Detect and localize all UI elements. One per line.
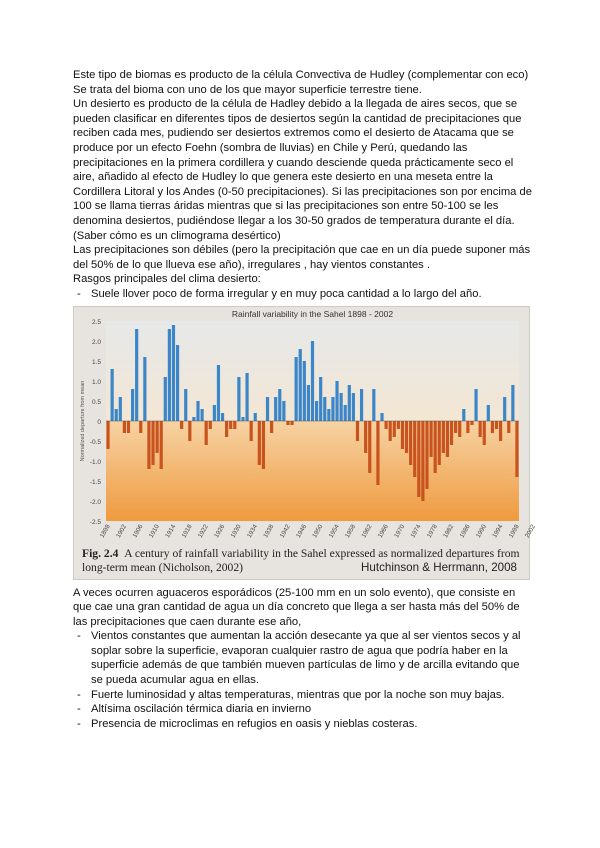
bar-1944: [295, 357, 298, 421]
y-axis-label: Normalized departure from mean: [80, 380, 86, 461]
bar-1986: [466, 421, 469, 433]
bar-1935: [258, 421, 261, 465]
figure-number: Fig. 2.4: [82, 546, 119, 560]
bar-1912: [164, 377, 167, 421]
x-tick-label: 1982: [442, 523, 456, 539]
bar-1997: [511, 385, 514, 421]
bar-1899: [111, 369, 114, 421]
list-item: - Suele llover poco de forma irregular y en muy poca cantidad a lo largo del año.: [73, 287, 533, 302]
bar-1939: [274, 397, 277, 421]
x-tick-label: 1902: [115, 523, 129, 539]
bar-1962: [368, 421, 371, 473]
bar-1955: [340, 393, 343, 421]
y-tick-label: 0.5: [91, 398, 101, 406]
feature-list-top: [73, 287, 533, 302]
bar-1901: [119, 397, 122, 421]
bar-1969: [397, 421, 400, 429]
figure-credit: Hutchinson & Herrmann, 2008: [361, 560, 517, 574]
after-paragraph: A veces ocurren aguaceros esporádicos (25-100 mm en un solo evento), que consiste en que cae una gran cantidad de agua un día concreto que llega a ser hasta más del 50% de las precipitaciones que caen durante ese año,: [73, 586, 520, 628]
y-tick-label: 1.5: [91, 358, 101, 366]
x-tick-label: 2002: [523, 523, 538, 539]
bar-1982: [450, 421, 453, 445]
y-tick-label: -1.5: [89, 478, 101, 486]
bar-1938: [270, 421, 273, 433]
x-tick-label: 1898: [98, 523, 112, 539]
x-tick-label: 1986: [458, 523, 472, 539]
feature-list-bottom: [73, 629, 533, 731]
bar-1960: [360, 389, 363, 421]
bar-1907: [143, 357, 146, 421]
bar-1954: [335, 381, 338, 421]
bar-1903: [127, 421, 130, 433]
bar-1927: [225, 421, 228, 437]
y-tick-label: -0.5: [89, 438, 101, 446]
bar-1906: [139, 421, 142, 433]
bar-1941: [282, 401, 285, 421]
bar-1961: [364, 421, 367, 453]
x-tick-label: 1970: [393, 523, 407, 539]
x-tick-label: 1914: [164, 523, 178, 539]
bar-1953: [331, 397, 334, 421]
bar-1965: [380, 413, 383, 421]
rainfall-figure: [73, 306, 538, 580]
bar-1925: [217, 365, 220, 421]
x-tick-label: 1926: [213, 523, 227, 539]
bar-1980: [442, 421, 445, 453]
x-tick-label: 1910: [147, 523, 161, 539]
bar-1975: [421, 421, 424, 501]
x-tick-label: 1918: [180, 523, 194, 539]
bar-1996: [507, 421, 510, 433]
bar-1945: [299, 349, 302, 421]
bar-1898: [106, 421, 109, 449]
y-tick-label: -1.0: [89, 458, 101, 466]
bar-1934: [254, 413, 257, 421]
bar-1921: [200, 409, 203, 421]
bar-1930: [237, 377, 240, 421]
bar-1936: [262, 421, 265, 469]
y-tick-label: -2.5: [89, 518, 101, 526]
bar-1990: [483, 421, 486, 445]
bar-1915: [176, 345, 179, 421]
bar-1950: [319, 377, 322, 421]
bar-1913: [168, 329, 171, 421]
bar-1932: [245, 373, 248, 421]
list-item: - Fuerte luminosidad y altas temperaturas, mientras que por la noche son muy bajas.: [73, 688, 533, 703]
bar-1995: [503, 397, 506, 421]
bar-1933: [250, 421, 253, 441]
list-item: - Presencia de microclimas en refugios en oasis y nieblas costeras.: [73, 717, 533, 732]
list-item: - Altísima oscilación térmica diaria en invierno: [73, 702, 533, 717]
bar-1977: [429, 421, 432, 457]
x-tick-label: 1950: [311, 523, 325, 539]
y-tick-label: 0: [97, 418, 101, 426]
plot-background-negative: [106, 421, 519, 521]
x-tick-label: 1994: [491, 523, 505, 539]
bar-1900: [115, 409, 118, 421]
x-tick-label: 1958: [344, 523, 358, 539]
bar-1984: [458, 421, 461, 437]
bar-1943: [290, 421, 293, 425]
bar-1909: [151, 421, 154, 465]
intro-line-2: Se trata del bioma con uno de los que mayor superficie terrestre tiene.: [73, 83, 422, 96]
bar-1926: [221, 413, 224, 421]
bar-1948: [311, 341, 314, 421]
bar-1966: [385, 421, 388, 429]
bar-1902: [123, 421, 126, 433]
x-tick-label: 1954: [327, 523, 341, 539]
bar-1981: [446, 421, 449, 457]
bar-1922: [205, 421, 208, 445]
document-page: [73, 68, 538, 731]
bar-1910: [156, 421, 159, 453]
x-tick-label: 1906: [131, 523, 145, 539]
bar-1958: [352, 393, 355, 421]
bar-1979: [438, 421, 441, 465]
bar-1923: [209, 421, 212, 429]
x-tick-label: 1966: [376, 523, 390, 539]
bar-1914: [172, 325, 175, 421]
bar-1931: [241, 417, 244, 421]
intro-paragraph-precip: Las precipitaciones son débiles (pero la precipitación que cae en un día puede suponer más del 50% de lo que llueva ese año), irregulares , hay vientos constantes .: [73, 244, 531, 271]
bar-1919: [192, 417, 195, 421]
x-tick-label: 1962: [360, 523, 374, 539]
bar-1924: [213, 405, 216, 421]
bar-1989: [479, 421, 482, 437]
bar-1920: [196, 401, 199, 421]
rainfall-chart: [74, 307, 538, 547]
bar-1994: [499, 421, 502, 441]
bar-1942: [286, 421, 289, 425]
bar-1940: [278, 389, 281, 421]
bar-1972: [409, 421, 412, 465]
y-tick-label: 2.0: [91, 338, 101, 346]
bar-1992: [491, 421, 494, 433]
y-tick-label: 2.5: [91, 318, 101, 326]
bar-1957: [348, 385, 351, 421]
bar-1964: [376, 421, 379, 485]
intro-line-1: Este tipo de biomas es producto de la célula Convectiva de Hudley (complementar con eco): [73, 69, 529, 81]
bar-1963: [372, 389, 375, 421]
bar-1904: [131, 389, 134, 421]
x-tick-label: 1934: [245, 523, 259, 539]
x-tick-label: 1938: [262, 523, 276, 539]
x-tick-label: 1990: [474, 523, 488, 539]
bar-1959: [356, 421, 359, 441]
figure-caption-text: A century of rainfall variability in the Sahel expressed as normalized departures from long-term mean (Nicholson, 2002): [82, 546, 520, 574]
list-item: - Vientos constantes que aumentan la acción desecante ya que al ser vientos secos y al soplar sobre la superficie, evaporan cualquier rastro de agua que podría haber en la superficie además de que también mueven partículas de limo y de arcilla evitando que se pueda acumular agua en ellas.: [73, 629, 533, 687]
y-tick-label: 1.0: [91, 378, 101, 386]
bar-1905: [135, 329, 138, 421]
bar-1987: [470, 421, 473, 425]
bar-1973: [413, 421, 416, 477]
bar-1911: [160, 421, 163, 469]
bar-1917: [184, 389, 187, 421]
bar-1993: [495, 421, 498, 429]
x-tick-label: 1942: [278, 523, 292, 539]
bar-1951: [323, 397, 326, 421]
bar-1967: [389, 421, 392, 441]
bar-1952: [327, 409, 330, 421]
x-tick-label: 1998: [507, 523, 521, 539]
bar-1991: [487, 405, 490, 421]
bar-1976: [425, 421, 428, 489]
bar-1968: [393, 421, 396, 437]
features-heading: Rasgos principales del clima desierto:: [73, 273, 261, 286]
x-tick-label: 1974: [409, 523, 423, 539]
bar-1983: [454, 421, 457, 433]
bar-1998: [515, 421, 518, 477]
x-tick-label: 1922: [196, 523, 210, 539]
bar-1988: [474, 389, 477, 421]
bar-1946: [303, 361, 306, 421]
bar-1970: [401, 421, 404, 449]
bar-1928: [229, 421, 232, 429]
x-tick-label: 1930: [229, 523, 243, 539]
bar-1929: [233, 421, 236, 429]
bar-1978: [434, 421, 437, 473]
bar-1908: [147, 421, 150, 469]
bar-1916: [180, 421, 183, 429]
x-tick-label: 1946: [294, 523, 309, 539]
bar-1949: [315, 401, 318, 421]
bar-1974: [417, 421, 420, 497]
bar-1971: [405, 421, 408, 453]
y-tick-label: -2.0: [89, 498, 101, 506]
bar-1918: [188, 421, 191, 441]
bar-1956: [344, 405, 347, 421]
x-tick-label: 1978: [425, 523, 439, 539]
bar-1947: [307, 385, 310, 421]
chart-title: Rainfall variability in the Sahel 1898 - 2002: [231, 308, 394, 319]
intro-paragraph-hadley: Un desierto es producto de la célula de Hadley debido a la llegada de aires secos, que se pueden clasificar en diferentes tipos de desiertos según la cantidad de precipitaciones que reciben cada mes, pudiendo ser desiertos extremos como el desierto de Atacama que se produce por un efecto Foehn (sombra de lluvias) en Chile y Perú, quedando las precipitaciones en la primera cordillera y cuando desciende queda prácticamente seco el aire, añadido al efecto de Hudley lo que genera este desierto en una meseta entre la Cordillera Litoral y los Andes (0-50 precipitaciones). Si las precipitaciones son por encima de 100 se llama tierras áridas mientras que si las precipitaciones son entre 50-100 se les denomina desiertos, pudiéndose llegar a los 30-50 grados de temperatura durante el día. (Saber cómo es un climograma desértico): [73, 98, 532, 242]
bar-1985: [462, 409, 465, 421]
bar-1937: [266, 397, 269, 421]
